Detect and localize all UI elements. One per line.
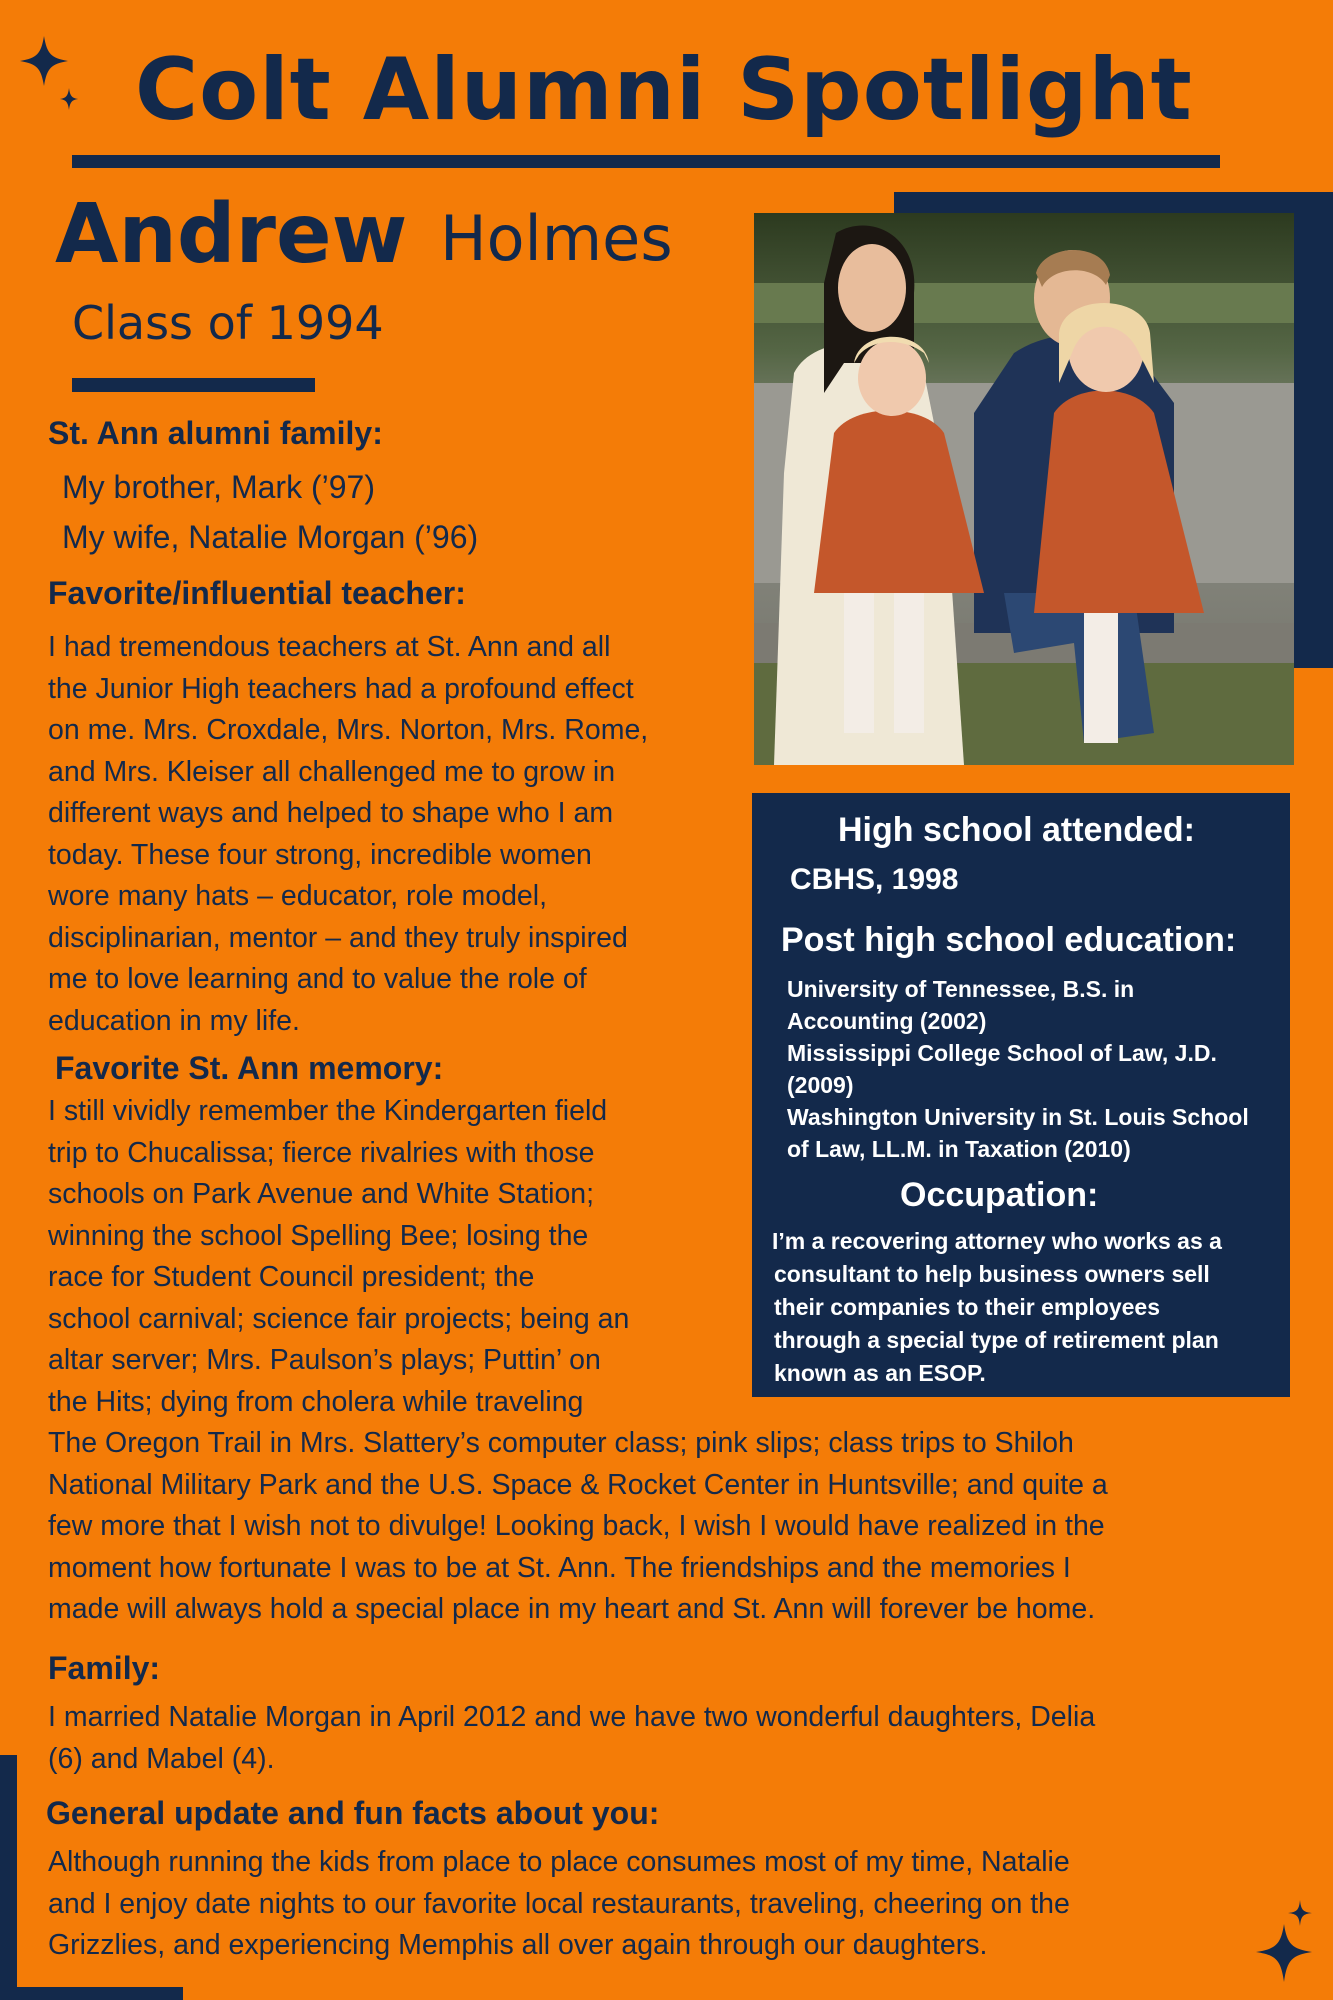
post-education-line: (2009) bbox=[787, 1072, 854, 1098]
teacher-line: wore many hats – educator, role model, bbox=[48, 880, 548, 912]
memory-line: the Hits; dying from cholera while traveling bbox=[48, 1385, 584, 1418]
alumni-family-line: My brother, Mark (’97) bbox=[62, 469, 375, 505]
update-line: and I enjoy date nights to our favorite local restaurants, traveling, cheering on the bbox=[48, 1887, 1070, 1920]
memory-line: schools on Park Avenue and White Station; bbox=[48, 1178, 595, 1210]
class-year: Class of 1994 bbox=[72, 296, 384, 350]
post-education-line: Accounting (2002) bbox=[787, 1008, 987, 1034]
first-name: Andrew bbox=[55, 187, 408, 282]
teacher-line: the Junior High teachers had a profound effect bbox=[48, 672, 634, 705]
memory-line: race for Student Council president; the bbox=[48, 1261, 535, 1293]
high-school-value: CBHS, 1998 bbox=[790, 863, 959, 896]
post-education-line: Mississippi College School of Law, J.D. bbox=[787, 1040, 1217, 1066]
teacher-line: I had tremendous teachers at St. Ann and all bbox=[48, 631, 611, 663]
post-education-heading: Post high school education: bbox=[781, 921, 1237, 959]
post-education-line: University of Tennessee, B.S. in bbox=[787, 976, 1135, 1002]
occupation-line: known as an ESOP. bbox=[774, 1360, 986, 1386]
family-line: I married Natalie Morgan in April 2012 and we have two wonderful daughters, Delia bbox=[48, 1701, 1096, 1733]
post-education-line: of Law, LL.M. in Taxation (2010) bbox=[787, 1136, 1131, 1162]
memory-line: made will always hold a special place in my heart and St. Ann will forever be home. bbox=[48, 1593, 1096, 1625]
alumni-family-line: My wife, Natalie Morgan (’96) bbox=[62, 519, 479, 555]
high-school-heading: High school attended: bbox=[838, 811, 1195, 849]
sparkle-icon bbox=[18, 36, 78, 110]
corner-accent-bar bbox=[0, 1987, 183, 2000]
occupation-line: I’m a recovering attorney who works as a bbox=[772, 1228, 1222, 1254]
memory-line: winning the school Spelling Bee; losing the bbox=[48, 1219, 589, 1252]
update-body bbox=[48, 1842, 1070, 1967]
memory-line: school carnival; science fair projects; being an bbox=[48, 1302, 630, 1335]
teacher-heading: Favorite/influential teacher: bbox=[48, 575, 466, 611]
occupation-heading: Occupation: bbox=[900, 1176, 1099, 1214]
occupation-line: their companies to their employees bbox=[774, 1294, 1161, 1320]
update-heading: General update and fun facts about you: bbox=[46, 1795, 660, 1831]
teacher-line: me to love learning and to value the role of bbox=[48, 963, 587, 995]
post-education-line: Washington University in St. Louis School bbox=[787, 1104, 1249, 1130]
alumni-family-heading: St. Ann alumni family: bbox=[48, 415, 383, 451]
last-name: Holmes bbox=[440, 202, 673, 275]
family-line: (6) and Mabel (4). bbox=[48, 1742, 275, 1775]
corner-accent-bar bbox=[0, 1755, 17, 2000]
occupation-line: consultant to help business owners sell bbox=[774, 1261, 1210, 1287]
occupation-line: through a special type of retirement plan bbox=[774, 1327, 1219, 1353]
teacher-line: on me. Mrs. Croxdale, Mrs. Norton, Mrs. Rome, bbox=[48, 714, 649, 746]
sparkle-icon bbox=[1254, 1900, 1324, 1982]
memory-line: I still vividly remember the Kindergarten field bbox=[48, 1095, 608, 1127]
family-photo bbox=[754, 213, 1294, 765]
memory-line: altar server; Mrs. Paulson’s plays; Puttin’ on bbox=[48, 1344, 601, 1376]
memory-body bbox=[48, 1091, 1108, 1631]
memory-line: moment how fortunate I was to be at St. Ann. The friendships and the memories I bbox=[48, 1551, 1071, 1584]
memory-line: trip to Chucalissa; fierce rivalries with those bbox=[48, 1136, 595, 1169]
teacher-line: and Mrs. Kleiser all challenged me to grow in bbox=[48, 755, 616, 788]
teacher-line: education in my life. bbox=[48, 1004, 300, 1037]
family-heading: Family: bbox=[48, 1650, 161, 1686]
update-line: Although running the kids from place to place consumes most of my time, Natalie bbox=[48, 1846, 1070, 1878]
memory-heading: Favorite St. Ann memory: bbox=[55, 1050, 444, 1086]
memory-line: few more that I wish not to divulge! Looking back, I wish I would have realized in the bbox=[48, 1510, 1105, 1542]
title-underline bbox=[72, 155, 1220, 168]
teacher-line: different ways and helped to shape who I am bbox=[48, 797, 614, 829]
page-title: Colt Alumni Spotlight bbox=[135, 40, 1193, 140]
teacher-body bbox=[48, 627, 648, 1042]
memory-line: National Military Park and the U.S. Space & Rocket Center in Huntsville; and quite a bbox=[48, 1468, 1108, 1501]
update-line: Grizzlies, and experiencing Memphis all over again through our daughters. bbox=[48, 1929, 988, 1961]
name-underline bbox=[72, 378, 315, 392]
teacher-line: disciplinarian, mentor – and they truly inspired bbox=[48, 921, 628, 954]
memory-line: The Oregon Trail in Mrs. Slattery’s computer class; pink slips; class trips to Shiloh bbox=[48, 1427, 1074, 1459]
family-body bbox=[48, 1697, 1095, 1780]
family-photo-illustration bbox=[754, 213, 1294, 765]
teacher-line: today. These four strong, incredible women bbox=[48, 838, 592, 871]
